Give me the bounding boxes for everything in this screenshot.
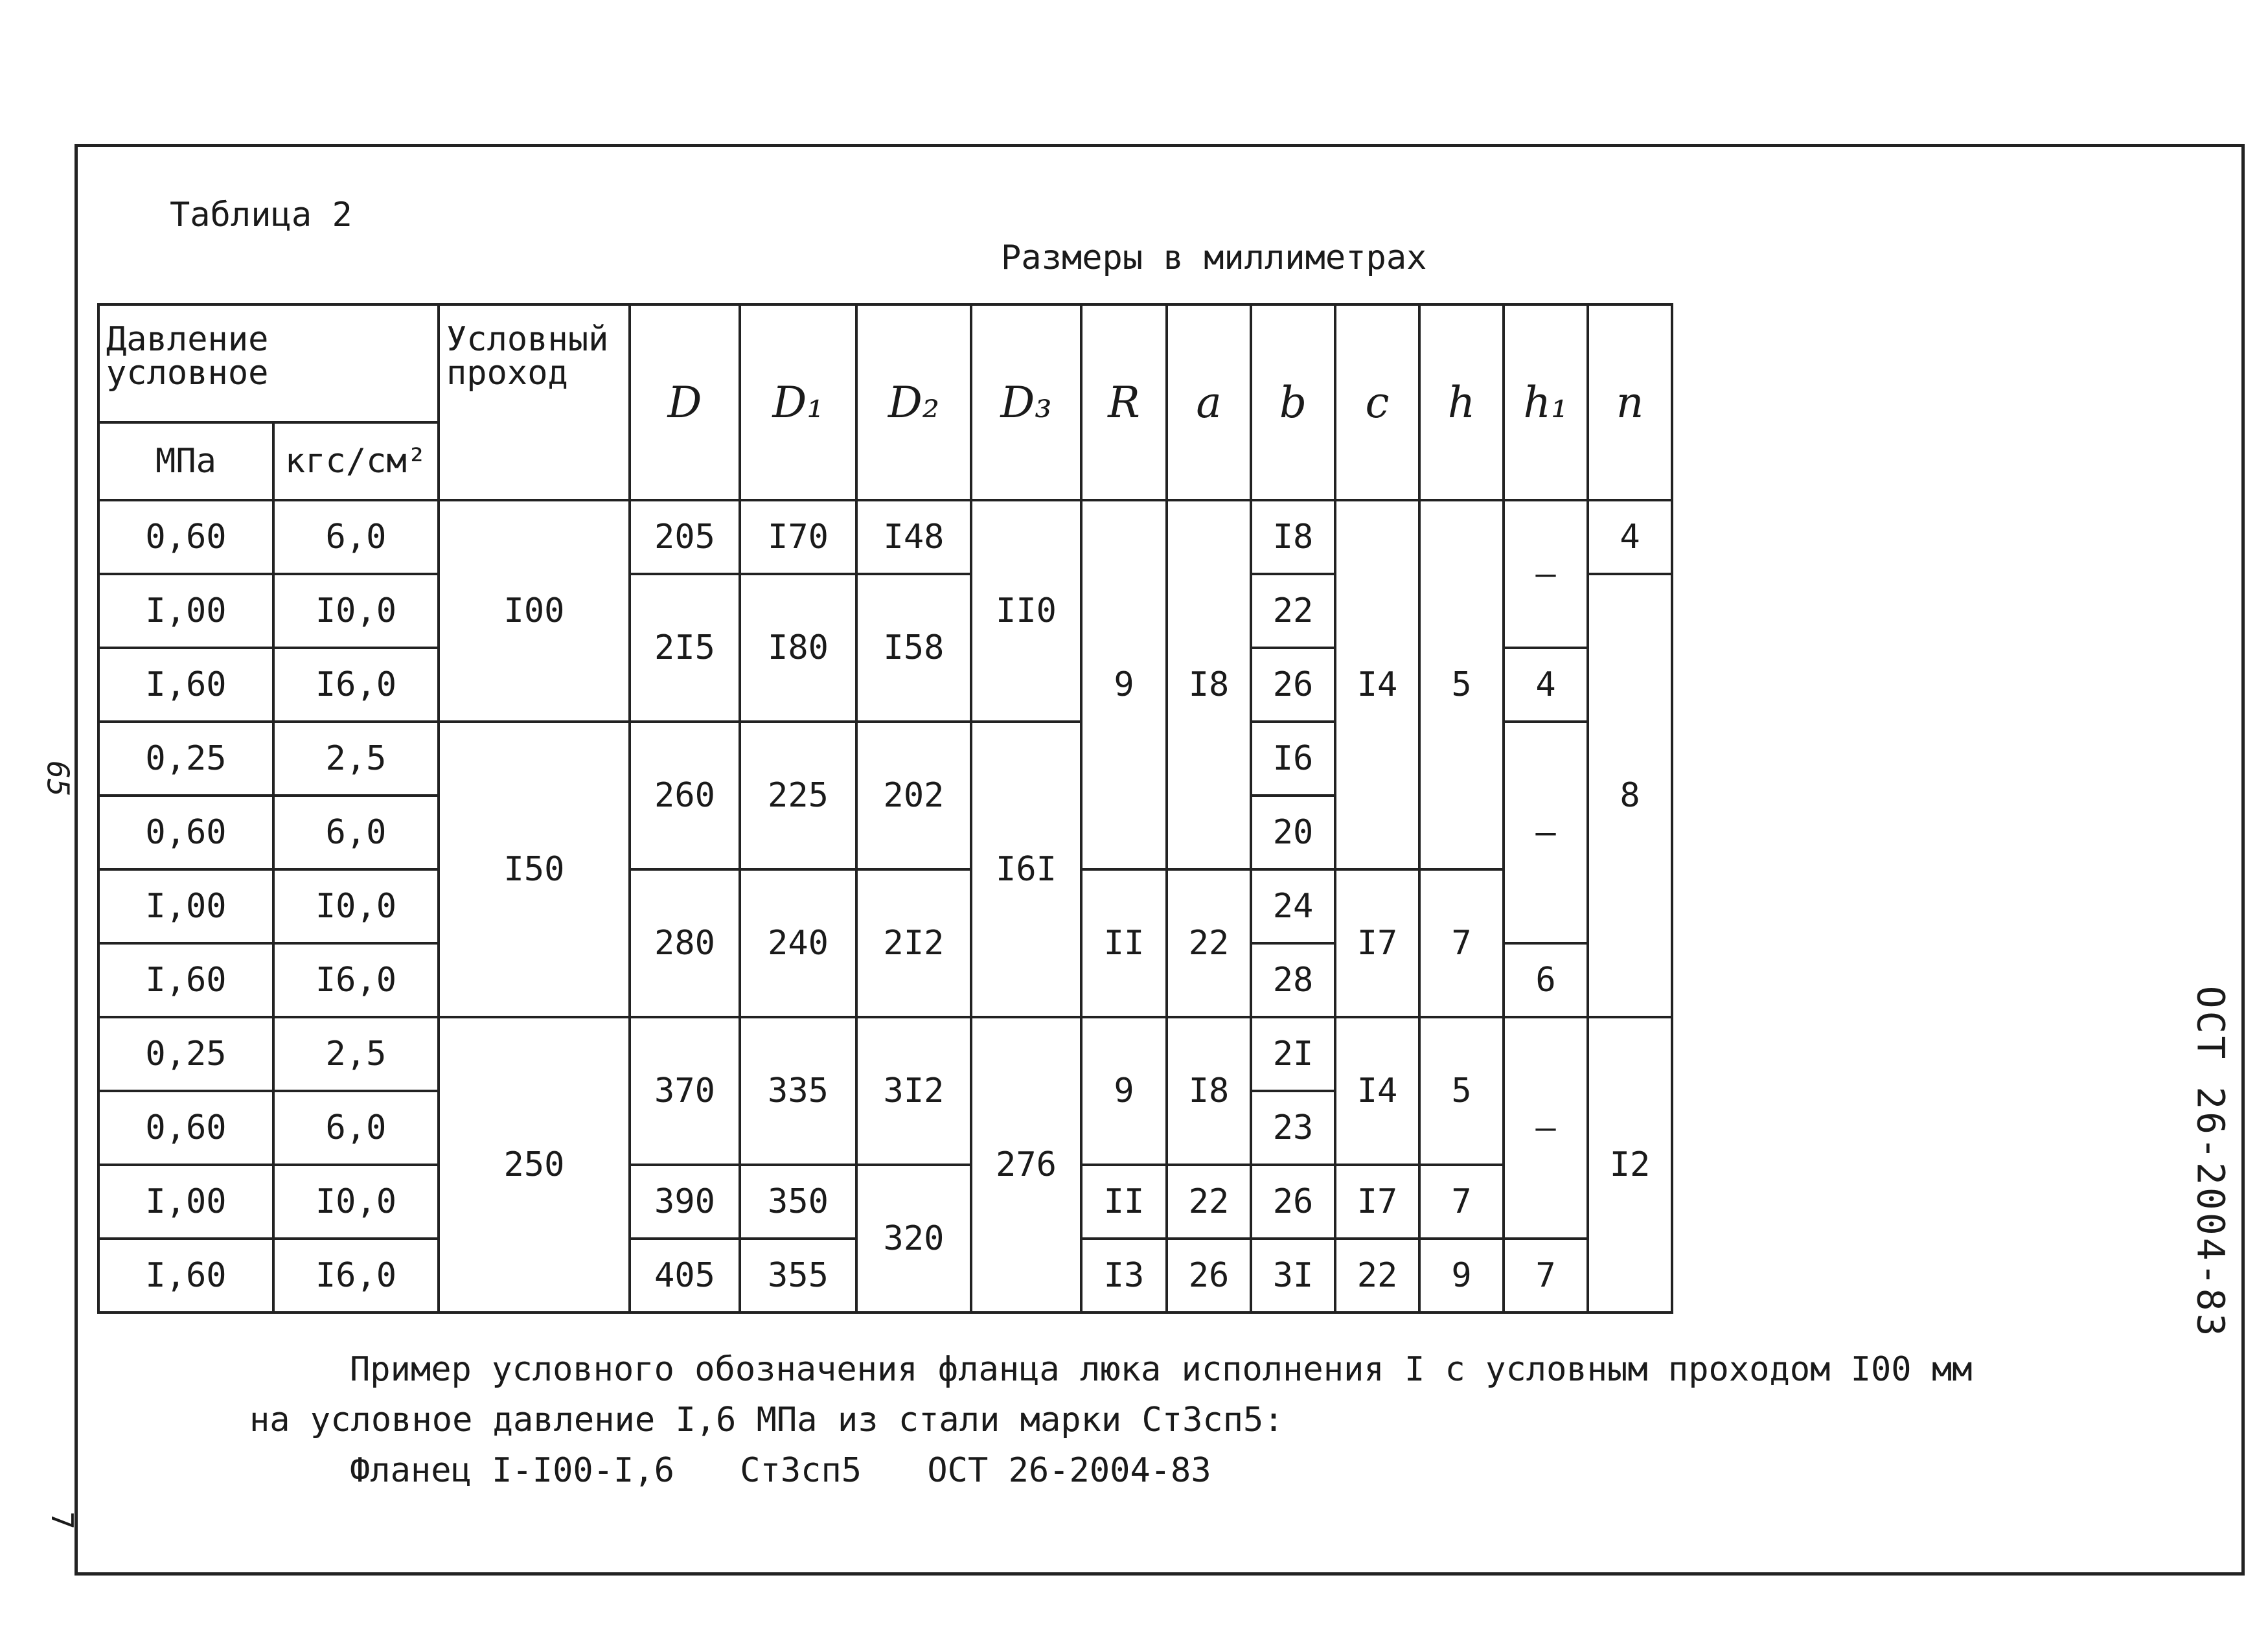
cell-kgf: 2,5 [273, 1017, 439, 1091]
cell-n: 8 [1588, 574, 1672, 1017]
cell-b: 22 [1251, 574, 1335, 648]
cell-h1: 7 [1504, 1239, 1588, 1313]
cell-D2: I58 [856, 574, 971, 722]
header-mpa: МПа [98, 422, 273, 500]
cell-bore: I50 [439, 722, 630, 1017]
cell-n: I2 [1588, 1017, 1672, 1313]
header-nominal-bore: Условный проход [439, 304, 630, 500]
cell-D3: II0 [971, 500, 1081, 722]
cell-D2: I48 [856, 500, 971, 574]
cell-D2: 2I2 [856, 869, 971, 1017]
cell-n: 4 [1588, 500, 1672, 574]
cell-h: 5 [1419, 1017, 1504, 1165]
cell-D: 280 [630, 869, 740, 1017]
header-b: b [1251, 304, 1335, 500]
cell-R: 9 [1081, 1017, 1167, 1165]
cell-R: II [1081, 869, 1167, 1017]
cell-kgf: 6,0 [273, 500, 439, 574]
document-code: ОСТ 26-2004-83 [2188, 985, 2233, 1339]
cell-bore: 250 [439, 1017, 630, 1313]
cell-D3: 276 [971, 1017, 1081, 1313]
cell-D1: I80 [740, 574, 856, 722]
cell-b: I8 [1251, 500, 1335, 574]
cell-c: I7 [1335, 869, 1419, 1017]
cell-b: 28 [1251, 943, 1335, 1017]
cell-mpa: 0,60 [98, 796, 273, 869]
header-h1: h₁ [1504, 304, 1588, 500]
cell-h1: – [1504, 500, 1588, 648]
cell-mpa: I,00 [98, 869, 273, 943]
example-steel: Ст3сп5 [740, 1451, 862, 1490]
cell-kgf: I0,0 [273, 1165, 439, 1239]
cell-b: I6 [1251, 722, 1335, 796]
cell-c: I7 [1335, 1165, 1419, 1239]
cell-mpa: I,00 [98, 1165, 273, 1239]
cell-mpa: I,00 [98, 574, 273, 648]
cell-a: 22 [1167, 1165, 1251, 1239]
cell-D1: 240 [740, 869, 856, 1017]
cell-mpa: I,60 [98, 943, 273, 1017]
cell-h1: 6 [1504, 943, 1588, 1017]
cell-h1: 4 [1504, 648, 1588, 722]
cell-kgf: I0,0 [273, 869, 439, 943]
cell-D: 2I5 [630, 574, 740, 722]
example-line-2: на условное давление I,6 МПа из стали марки Ст3сп5: [249, 1401, 1284, 1439]
cell-D1: 225 [740, 722, 856, 869]
table-title: Таблица 2 [170, 196, 352, 235]
designation-example [249, 1344, 1973, 1496]
cell-h: 5 [1419, 500, 1504, 869]
cell-b: 26 [1251, 648, 1335, 722]
cell-D3: I6I [971, 722, 1081, 1017]
cell-D2: 320 [856, 1165, 971, 1313]
example-designation-line [249, 1445, 1973, 1496]
header-kgf: кгс/см² [273, 422, 439, 500]
example-line-1: Пример условного обозначения фланца люка исполнения I с условным проходом I00 мм [350, 1350, 1973, 1389]
cell-b: 20 [1251, 796, 1335, 869]
cell-b: 24 [1251, 869, 1335, 943]
cell-D: 205 [630, 500, 740, 574]
page-mark-bottom: 7 [44, 1511, 80, 1530]
table-row [98, 1017, 1672, 1091]
cell-kgf: 6,0 [273, 1091, 439, 1165]
dimensions-table [97, 303, 1673, 1314]
cell-R: II [1081, 1165, 1167, 1239]
page-mark: 65 [40, 761, 76, 797]
cell-D1: I70 [740, 500, 856, 574]
header-D: D [630, 304, 740, 500]
header-c: c [1335, 304, 1419, 500]
cell-kgf: I6,0 [273, 943, 439, 1017]
header-D2: D₂ [856, 304, 971, 500]
cell-kgf: I6,0 [273, 648, 439, 722]
cell-a: I8 [1167, 1017, 1251, 1165]
cell-D1: 355 [740, 1239, 856, 1313]
table-row [98, 500, 1672, 574]
cell-mpa: I,60 [98, 1239, 273, 1313]
cell-c: 22 [1335, 1239, 1419, 1313]
cell-b: 2I [1251, 1017, 1335, 1091]
cell-a: I8 [1167, 500, 1251, 869]
cell-D2: 3I2 [856, 1017, 971, 1165]
cell-h: 7 [1419, 869, 1504, 1017]
cell-mpa: 0,25 [98, 1017, 273, 1091]
table-row [98, 869, 1672, 943]
cell-h1: – [1504, 722, 1588, 943]
cell-D: 405 [630, 1239, 740, 1313]
cell-D2: 202 [856, 722, 971, 869]
cell-b: 3I [1251, 1239, 1335, 1313]
cell-kgf: I0,0 [273, 574, 439, 648]
example-designation: Фланец I-I00-I,6 [350, 1451, 674, 1490]
header-D1: D₁ [740, 304, 856, 500]
cell-kgf: I6,0 [273, 1239, 439, 1313]
header-R: R [1081, 304, 1167, 500]
cell-D: 390 [630, 1165, 740, 1239]
cell-D: 260 [630, 722, 740, 869]
header-pressure: Давление условное [98, 304, 439, 422]
cell-b: 26 [1251, 1165, 1335, 1239]
header-h: h [1419, 304, 1504, 500]
cell-h: 9 [1419, 1239, 1504, 1313]
example-standard: ОСТ 26-2004-83 [927, 1451, 1211, 1490]
cell-D1: 350 [740, 1165, 856, 1239]
cell-D: 370 [630, 1017, 740, 1165]
cell-h1: – [1504, 1017, 1588, 1239]
cell-bore: I00 [439, 500, 630, 722]
cell-R: I3 [1081, 1239, 1167, 1313]
cell-b: 23 [1251, 1091, 1335, 1165]
cell-R: 9 [1081, 500, 1167, 869]
header-a: a [1167, 304, 1251, 500]
cell-c: I4 [1335, 1017, 1419, 1165]
cell-h: 7 [1419, 1165, 1504, 1239]
units-caption: Размеры в миллиметрах [1001, 238, 1427, 277]
cell-kgf: 2,5 [273, 722, 439, 796]
cell-kgf: 6,0 [273, 796, 439, 869]
cell-a: 22 [1167, 869, 1251, 1017]
cell-mpa: 0,60 [98, 1091, 273, 1165]
header-n: n [1588, 304, 1672, 500]
cell-D1: 335 [740, 1017, 856, 1165]
cell-mpa: I,60 [98, 648, 273, 722]
table-row [98, 1165, 1672, 1239]
cell-a: 26 [1167, 1239, 1251, 1313]
cell-mpa: 0,25 [98, 722, 273, 796]
cell-mpa: 0,60 [98, 500, 273, 574]
cell-c: I4 [1335, 500, 1419, 869]
header-D3: D₃ [971, 304, 1081, 500]
